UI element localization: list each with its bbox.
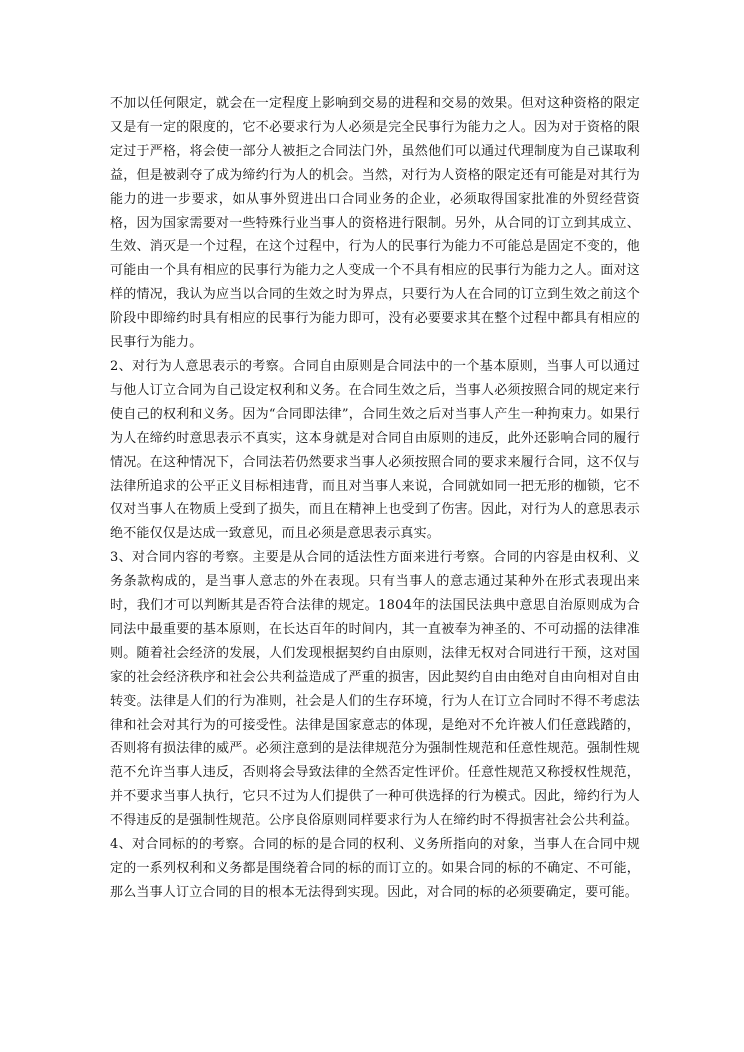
paragraph-intent-expression: 2、对行为人意思表示的考察。合同自由原则是合同法中的一个基本原则，当事人可以通过与他人订立合同为自己设定权利和义务。在合同生效之后，当事人必须按照合同的规定来行使自己的权利和义务。因为“合同即法律”，合同生效之后对当事人产生一种拘束力。如果行为人在缔约时意思表示不真实，这本身就是对合同自由原则的违反，此外还影响合同的履行情况。在这种情况下，合同法若仍然要求当事人必须按照合同的要求来履行合同，这不仅与法律所追求的公平正义目标相违背，而且对当事人来说，合同就如同一把无形的枷锁，它不仅对当事人在物质上受到了损失，而且在精神上也受到了伤害。因此，对行为人的意思表示绝不能仅仅是达成一致意见，而且必须是意思表示真实。 xyxy=(110,358,640,542)
paragraph-capacity-limits: 不加以任何限定，就会在一定程度上影响到交易的进程和交易的效果。但对这种资格的限定又是有一定的限度的，它不必要求行为人必须是完全民事行为能力之人。因为对于资格的限定过于严格，将会使一部分人被拒之合同法门外，虽然他们可以通过代理制度为自己谋取利益，但是被剥夺了成为缔约行为人的机会。当然，对行为人资格的限定还有可能是对其行为能力的进一步要求，如从事外贸进出口合同业务的企业，必须取得国家批准的外贸经营资格，因为国家需要对一些特殊行业当事人的资格进行限制。另外，从合同的订立到其成立、生效、消灭是一个过程，在这个过程中，行为人的民事行为能力不可能总是固定不变的，他可能由一个具有相应的民事行为能力之人变成一个不具有相应的民事行为能力之人。面对这样的情况，我认为应当以合同的生效之时为界点，只要行为人在合同的订立到生效之前这个阶段中即缔约时具有相应的民事行为能力即可，没有必要要求其在整个过程中都具有相应的民事行为能力。 xyxy=(110,96,640,351)
paragraph-contract-subject: 4、对合同标的的考察。合同的标的是合同的权利、义务所指向的对象，当事人在合同中规定的一系列权利和义务都是围绕着合同的标的而订立的。如果合同的标的不确定、不可能，那么当事人订立合同的目的根本无法得到实现。因此，对合同的标的必须要确定，要可能。 xyxy=(110,837,640,900)
paragraph-contract-content: 3、对合同内容的考察。主要是从合同的适法性方面来进行考察。合同的内容是由权利、义务条款构成的，是当事人意志的外在表现。只有当事人的意志通过某种外在形式表现出来时，我们才可以判断其是否符合法律的规定。1804年的法国民法典中意思自治原则成为合同法中最重要的基本原则，在长达百年的时间内，其一直被奉为神圣的、不可动摇的法律准则。随着社会经济的发展，人们发现根据契约自由原则，法律无权对合同进行干预，这对国家的社会经济秩序和社会公共利益造成了严重的损害，因此契约自由由绝对自由向相对自由转变。法律是人们的行为准则，社会是人们的生存环境，行为人在订立合同时不得不考虑法律和社会对其行为的可接受性。法律是国家意志的体现，是绝对不允许被人们任意践踏的，否则将有损法律的威严。必须注意到的是法律规范分为强制性规范和任意性规范。强制性规范不允许当事人违反，否则将会导致法律的全然否定性评价。任意性规范又称授权性规范，并不要求当事人执行，它只不过为人们提供了一种可供选择的行为模式。因此，缔约行为人不得违反的是强制性规范。公序良俗原则同样要求行为人在缔约时不得损害社会公共利益。 xyxy=(110,550,640,829)
document-page xyxy=(110,92,640,905)
